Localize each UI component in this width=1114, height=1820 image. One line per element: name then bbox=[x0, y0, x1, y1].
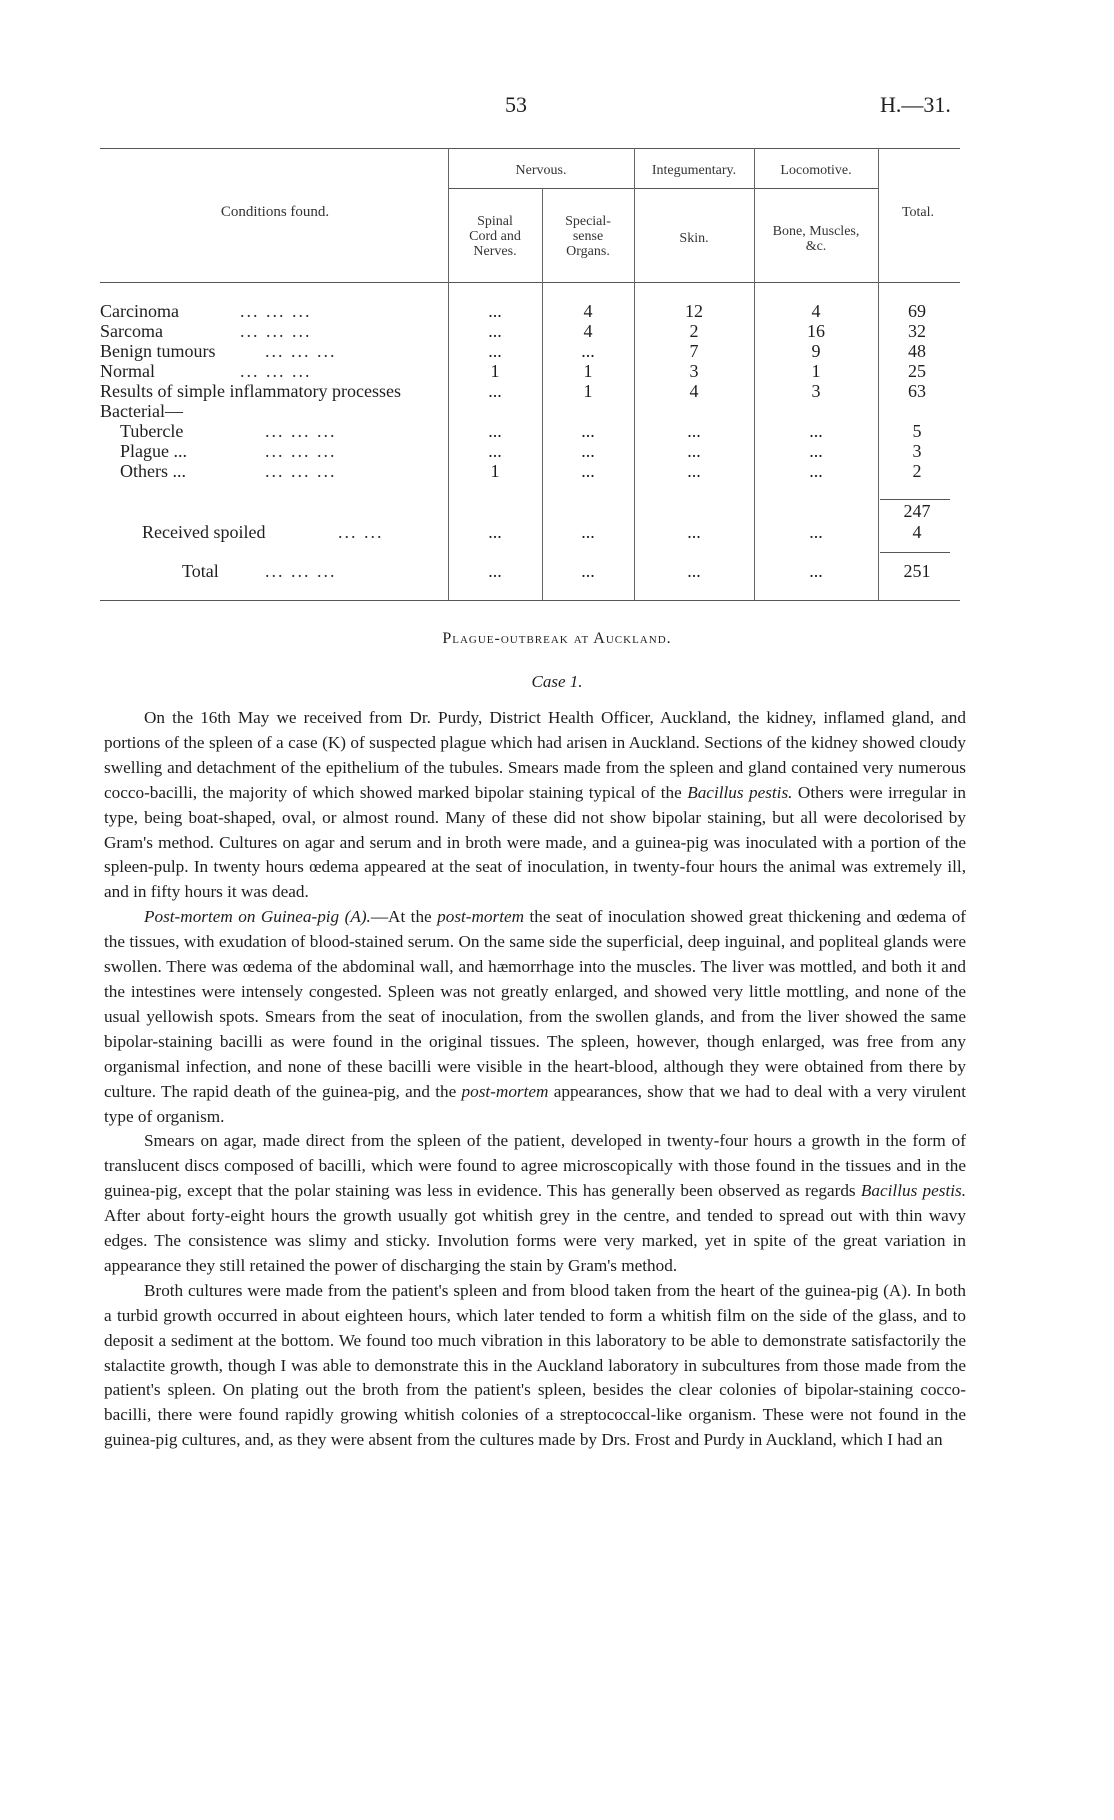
cell-bone: ... bbox=[809, 461, 823, 481]
cell-special: 1 bbox=[583, 381, 593, 401]
header-conditions-found: Conditions found. bbox=[220, 204, 330, 220]
cell-bone: ... bbox=[809, 421, 823, 441]
row-label: Tubercle bbox=[120, 421, 184, 441]
cell-skin: ... bbox=[687, 461, 701, 481]
table-row bbox=[100, 461, 960, 481]
header-spinal-cord bbox=[448, 214, 542, 259]
paragraph-1 bbox=[104, 706, 966, 905]
table-row bbox=[100, 401, 960, 421]
table-subtotal-rule bbox=[880, 499, 950, 500]
cell-bone: 16 bbox=[807, 321, 825, 341]
paragraph-text: —At the bbox=[370, 907, 432, 927]
cell-skin: ... bbox=[687, 561, 701, 581]
italic-heading: Post-mortem on Guinea-pig (A). bbox=[144, 907, 371, 927]
cell-total: 48 bbox=[908, 341, 926, 361]
cell-special: ... bbox=[581, 441, 595, 461]
paragraph-text: the seat of inoculation showed great thickening and œdema of the tissues, with exudation of blood-stained serum. On the same side the superficial, deep inguinal, and popliteal glands were swollen. There was œdema of the abdominal wall, and hæmorrhage into the muscles. The liver was mottled, and both it and the intestines were intensely congested. Spleen was not greatly enlarged, and showed very little mottling, and none of the usual yellowish spots. Smears from the seat of inoculation, from the swollen glands, and from the liver showed the same bipolar-staining bacilli as were found in the original tissues. The spleen, however, though enlarged, was free from any organismal infection, and none of these bacilli were visible in the heart-blood, although they were obtained from there by culture. The rapid death of the guinea-pig, and the bbox=[104, 907, 967, 1101]
cell-skin: ... bbox=[687, 441, 701, 461]
paragraph-4 bbox=[104, 1279, 966, 1453]
cell-special: ... bbox=[581, 421, 595, 441]
header-integumentary: Integumentary. bbox=[651, 163, 737, 178]
cell-bone: ... bbox=[809, 441, 823, 461]
case-title: Case 1. bbox=[531, 672, 583, 691]
table-top-rule bbox=[100, 148, 960, 149]
row-label: Normal bbox=[100, 361, 155, 381]
cell-skin: 2 bbox=[689, 321, 699, 341]
cell-special: ... bbox=[581, 341, 595, 361]
cell-special: 1 bbox=[583, 361, 593, 381]
received-spoiled-label: Received spoiled bbox=[142, 522, 266, 542]
row-leader: ... ... bbox=[338, 522, 384, 542]
header-bone-muscles bbox=[754, 224, 878, 254]
cell-total: 63 bbox=[908, 381, 926, 401]
row-leader: ... ... ... bbox=[265, 421, 337, 441]
subtotal-row bbox=[100, 501, 960, 521]
row-label: Results of simple inflammatory processes bbox=[100, 381, 401, 401]
italic-term: Bacillus pestis. bbox=[860, 1181, 966, 1201]
cell-skin: 4 bbox=[689, 381, 699, 401]
header-special-line: Special- bbox=[565, 214, 611, 229]
cell-special: ... bbox=[581, 561, 595, 581]
header-special-line: sense bbox=[572, 229, 604, 244]
cell-bone: ... bbox=[809, 561, 823, 581]
row-label: Benign tumours bbox=[100, 341, 216, 361]
italic-term: Bacillus pestis. bbox=[687, 782, 793, 802]
row-leader: ... ... ... bbox=[265, 561, 337, 581]
header-bone-line: Bone, Muscles, bbox=[772, 224, 860, 239]
table-group-rule bbox=[448, 188, 878, 189]
header-special-sense bbox=[542, 214, 634, 259]
row-label: Carcinoma bbox=[100, 301, 179, 321]
header-spinal-line: Nerves. bbox=[473, 244, 517, 259]
cell-spinal: ... bbox=[488, 561, 502, 581]
row-leader: ... ... ... bbox=[265, 461, 337, 481]
table-row bbox=[100, 321, 960, 341]
document-reference: H.—31. bbox=[880, 92, 951, 117]
header-skin: Skin. bbox=[679, 231, 709, 246]
row-leader: ... ... ... bbox=[240, 361, 312, 381]
cell-special: 4 bbox=[583, 301, 593, 321]
table-row bbox=[100, 381, 960, 401]
cell-total: 32 bbox=[908, 321, 926, 341]
cell-bone: 9 bbox=[811, 341, 821, 361]
row-label: Sarcoma bbox=[100, 321, 163, 341]
cell-bone: ... bbox=[809, 522, 823, 542]
cell-spinal: ... bbox=[488, 321, 502, 341]
header-spinal-line: Spinal bbox=[477, 214, 513, 229]
cell-spinal: 1 bbox=[490, 461, 500, 481]
cell-spinal: ... bbox=[488, 522, 502, 542]
row-leader: ... ... ... bbox=[240, 301, 312, 321]
cell-bone: 1 bbox=[811, 361, 821, 381]
cell-bone: 3 bbox=[811, 381, 821, 401]
cell-skin: 3 bbox=[689, 361, 699, 381]
section-title: Plague-outbreak at Auckland. bbox=[442, 630, 672, 647]
paragraph-text: Broth cultures were made from the patient's spleen and from blood taken from the heart of the guinea-pig (A). In both a turbid growth occurred in about eighteen hours, which later tended to form a whitish film on the side of the glass, and to deposit a sediment at the bottom. We found too much vibration in this laboratory to be able to demonstrate satisfactorily the stalactite growth, though I was able to demonstrate this in the Auckland laboratory in subcultures from those made from the patient's spleen. On plating out the broth from the patient's spleen, besides the clear colonies of bipolar-staining cocco-bacilli, there were found rapidly growing whitish colonies of a streptococcal-like organism. These were not found in the guinea-pig cultures, and, as they were absent from the cultures made by Drs. Frost and Purdy in Auckland, which I had an bbox=[104, 1280, 966, 1450]
cell-spinal: ... bbox=[488, 441, 502, 461]
header-nervous: Nervous. bbox=[515, 163, 567, 178]
table-row bbox=[100, 441, 960, 461]
table-row bbox=[100, 421, 960, 441]
cell-spinal: ... bbox=[488, 381, 502, 401]
page-header bbox=[0, 92, 1114, 122]
table-row bbox=[100, 341, 960, 361]
row-label: Bacterial— bbox=[100, 401, 183, 421]
cell-spinal: ... bbox=[488, 301, 502, 321]
paragraph-text: After about forty-eight hours the growth usually got whitish grey in the centre, and tended to spread out with thin wavy edges. The consistence was slimy and sticky. Involution forms were very marked, yet in spite of the great variation in appearance they still retained the power of discharging the stain by Gram's method. bbox=[104, 1206, 966, 1275]
grand-total-label: Total bbox=[182, 561, 219, 581]
paragraph-text: On the 16th May we received from Dr. Purdy, District Health Officer, Auckland, the kidney, inflamed gland, and portions of the spleen of a case (K) of suspected plague which had arisen in Auckland. Sections of the kidney showed cloudy swelling and detachment of the epithelium of the tubules. Smears made from the spleen and gland contained very numerous cocco-bacilli, the majority of which showed marked bipolar staining typical of the bbox=[104, 708, 966, 802]
header-special-line: Organs. bbox=[566, 244, 610, 259]
paragraph-text: Others were irregular in type, being boat-shaped, oval, or almost round. Many of these did not show bipolar staining, but all were decolorised by Gram's method. Cultures on agar and serum and in broth were made, and a guinea-pig was inoculated with a portion of the spleen-pulp. In twenty hours œdema appeared at the seat of inoculation, in twenty-four hours the animal was extremely ill, and in fifty hours it was dead. bbox=[104, 782, 966, 902]
paragraph-3 bbox=[104, 1129, 966, 1278]
row-leader: ... ... ... bbox=[240, 321, 312, 341]
cell-total: 3 bbox=[912, 441, 922, 461]
header-spinal-line: Cord and bbox=[469, 229, 521, 244]
header-total: Total. bbox=[901, 205, 935, 220]
body-text bbox=[104, 706, 966, 1453]
cell-skin: ... bbox=[687, 421, 701, 441]
table-total-rule bbox=[880, 552, 950, 553]
row-leader: ... ... ... bbox=[265, 441, 337, 461]
paragraph-text: Smears on agar, made direct from the spleen of the patient, developed in twenty-four hours a growth in the form of translucent discs composed of bacilli, which were found to agree microscopically with those found in the tissues and in the guinea-pig, except that the polar staining was less in evidence. This has generally been observed as regards bbox=[104, 1131, 966, 1201]
cell-total: 2 bbox=[912, 461, 922, 481]
header-locomotive: Locomotive. bbox=[780, 163, 852, 178]
cell-total: 4 bbox=[912, 522, 922, 542]
subtotal-value: 247 bbox=[903, 501, 931, 521]
cell-total: 25 bbox=[908, 361, 926, 381]
cell-special: 4 bbox=[583, 321, 593, 341]
cell-skin: ... bbox=[687, 522, 701, 542]
cell-bone: 4 bbox=[811, 301, 821, 321]
cell-skin: 7 bbox=[689, 341, 699, 361]
italic-term: post-mortem bbox=[437, 907, 525, 927]
paragraph-2 bbox=[104, 905, 966, 1129]
cell-spinal: ... bbox=[488, 421, 502, 441]
table-row bbox=[100, 361, 960, 381]
cell-special: ... bbox=[581, 461, 595, 481]
received-spoiled-row bbox=[100, 522, 960, 542]
header-bone-line: &c. bbox=[805, 239, 827, 254]
table-bottom-rule bbox=[100, 600, 960, 601]
paragraph-text: appearances, show that we had to deal with a very virulent type of organism. bbox=[104, 1081, 967, 1126]
table-header-rule bbox=[100, 282, 960, 283]
row-label: Others ... bbox=[120, 461, 186, 481]
italic-term: post-mortem bbox=[461, 1081, 549, 1101]
cell-spinal: ... bbox=[488, 341, 502, 361]
row-leader: ... ... ... bbox=[265, 341, 337, 361]
cell-total: 5 bbox=[912, 421, 922, 441]
cell-skin: 12 bbox=[685, 301, 703, 321]
page-number: 53 bbox=[505, 92, 527, 117]
cell-total: 69 bbox=[908, 301, 926, 321]
table-row bbox=[100, 301, 960, 321]
grand-total-row bbox=[100, 561, 960, 581]
cell-spinal: 1 bbox=[490, 361, 500, 381]
row-label: Plague ... bbox=[120, 441, 187, 461]
cell-special: ... bbox=[581, 522, 595, 542]
cell-total: 251 bbox=[903, 561, 931, 581]
